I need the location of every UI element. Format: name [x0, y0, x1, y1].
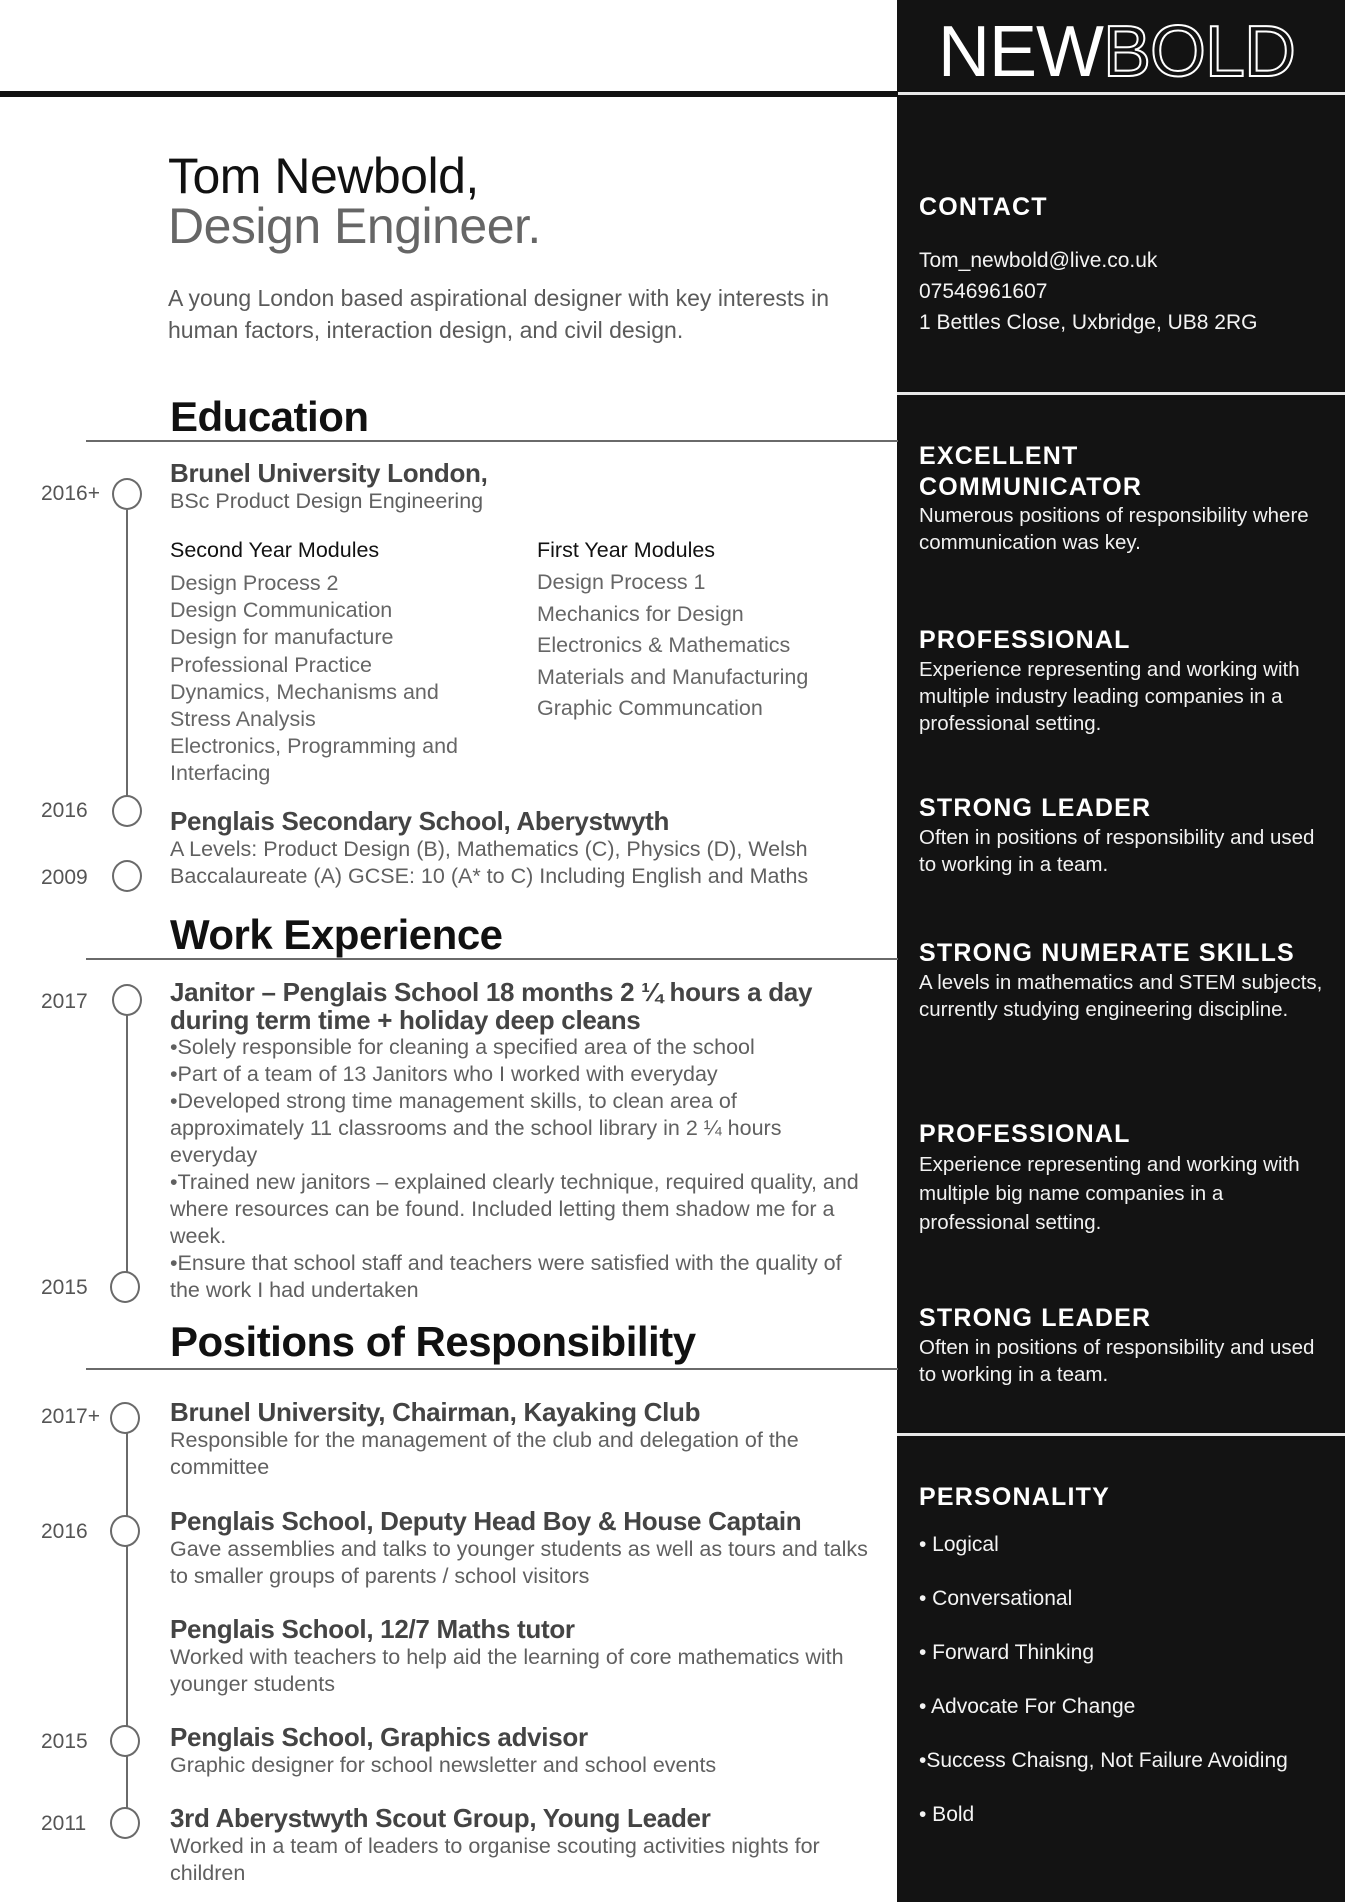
module-item: Stress Analysis	[170, 707, 316, 732]
position-details: Gave assemblies and talks to younger students as well as tours and talks to smaller groups of parents / school visitors	[170, 1537, 868, 1588]
personality-title: PERSONALITY	[919, 1483, 1110, 1511]
timeline-line	[126, 1430, 128, 1820]
position-heading: 3rd Aberystwyth Scout Group, Young Leader	[170, 1803, 711, 1833]
person-name: Tom Newbold,	[168, 148, 479, 204]
section-title-work: Work Experience	[170, 911, 503, 958]
personality-section	[919, 1482, 1329, 1855]
brand-logo-bold: BOLD	[1102, 12, 1296, 92]
sidebar-divider	[897, 1433, 1345, 1436]
section-title-positions: Positions of Responsibility	[170, 1318, 696, 1365]
strength-item	[919, 441, 1199, 503]
module-item: Electronics, Programming and	[170, 734, 458, 759]
section-title-education: Education	[170, 393, 369, 440]
timeline-year: 2016	[41, 799, 88, 822]
timeline-year: 2017+	[41, 1405, 100, 1428]
work-bullet: •Ensure that school staff and teachers were satisfied with the quality of the work I had undertaken	[170, 1251, 842, 1302]
module-item: Design Process 2	[170, 571, 339, 595]
strength-item	[919, 625, 1329, 737]
position-heading: Penglais School, Deputy Head Boy & House Captain	[170, 1506, 802, 1536]
education-degree: BSc Product Design Engineering	[170, 489, 484, 513]
work-bullet: •Part of a team of 13 Janitors who I worked with everyday	[170, 1062, 718, 1086]
education-institution: Brunel University London,	[170, 458, 488, 488]
timeline-year: 2017	[41, 990, 88, 1013]
strength-item	[919, 1119, 1329, 1237]
timeline-line	[126, 1010, 128, 1280]
timeline-node-icon	[110, 1402, 140, 1434]
module-item: Dynamics, Mechanisms and	[170, 679, 439, 704]
timeline-year: 2015	[41, 1730, 88, 1753]
education-details: A Levels: Product Design (B), Mathematics (C), Physics (D), Welsh Baccalaureate (A) GCSE: 10 (A* to C) Including English and Maths	[170, 837, 809, 888]
strength-item	[919, 502, 1329, 556]
modules-heading: First Year Modules	[537, 538, 716, 562]
strength-title: EXCELLENT COMMUNICATOR	[919, 442, 1143, 501]
timeline-line	[126, 510, 128, 810]
position-heading: Penglais School, 12/7 Maths tutor	[170, 1614, 575, 1644]
strength-text: Often in positions of responsibility and used to working in a team.	[919, 1336, 1315, 1386]
profile-summary: A young London based aspirational designer with key interests in human factors, interaction design, and civil design.	[168, 285, 830, 343]
strength-title: PROFESSIONAL	[919, 626, 1131, 654]
position-details: Responsible for the management of the club and delegation of the committee	[170, 1428, 799, 1479]
module-item: Design Communication	[170, 598, 393, 623]
timeline-year: 2009	[41, 866, 88, 889]
module-item: Professional Practice	[170, 652, 372, 677]
timeline-node-icon	[110, 1515, 140, 1547]
section-rule	[86, 958, 898, 960]
modules-list-first-year	[537, 567, 808, 725]
personality-trait: • Advocate For Change	[919, 1695, 1136, 1718]
strength-text: Often in positions of responsibility and used to working in a team.	[919, 826, 1315, 876]
work-bullet: •Developed strong time management skills, to clean area of approximately 11 classrooms and the school library in 2 ¼ hours everyday	[170, 1089, 782, 1167]
strength-item	[919, 793, 1329, 878]
contact-address: 1 Bettles Close, Uxbridge, UB8 2RG	[919, 311, 1258, 334]
personality-trait: • Forward Thinking	[919, 1641, 1095, 1664]
position-heading: Brunel University, Chairman, Kayaking Club	[170, 1397, 701, 1427]
timeline-node-icon	[112, 984, 142, 1016]
modules-heading: Second Year Modules	[170, 538, 380, 562]
contact-section	[919, 192, 1329, 338]
module-item: Materials and Manufacturing	[537, 664, 809, 689]
contact-title: CONTACT	[919, 193, 1048, 221]
sidebar-divider	[897, 392, 1345, 395]
contact-phone[interactable]: 07546961607	[919, 280, 1048, 303]
module-item: Mechanics for Design	[537, 601, 744, 626]
module-item: Graphic Communcation	[537, 696, 763, 720]
timeline-node-icon	[110, 1807, 140, 1839]
timeline-node-icon	[112, 795, 142, 827]
timeline-node-icon	[112, 478, 142, 510]
module-item: Interfacing	[170, 761, 271, 786]
modules-list-second-year	[170, 570, 458, 788]
work-bullets	[170, 1034, 890, 1304]
position-details: Graphic designer for school newsletter and school events	[170, 1753, 717, 1777]
strength-text: A levels in mathematics and STEM subjects, currently studying engineering discipline.	[919, 971, 1323, 1021]
timeline-node-icon	[112, 860, 142, 892]
section-rule	[86, 1368, 898, 1370]
personality-trait: • Conversational	[919, 1587, 1073, 1610]
personality-trait: •Success Chaisng, Not Failure Avoiding	[919, 1749, 1288, 1772]
module-item: Design for manufacture	[170, 625, 394, 650]
personality-trait: • Logical	[919, 1533, 999, 1556]
strength-item	[919, 938, 1329, 1023]
strength-title: STRONG LEADER	[919, 1304, 1152, 1332]
strength-text: Experience representing and working with multiple big name companies in a professional setting.	[919, 1153, 1300, 1234]
timeline-year: 2016	[41, 1520, 88, 1543]
strength-text: Experience representing and working with multiple industry leading companies in a professional setting.	[919, 658, 1300, 735]
timeline-year: 2011	[41, 1812, 87, 1835]
section-rule	[86, 440, 898, 442]
timeline-node-icon	[110, 1271, 140, 1303]
brand-logo-new: NEW	[938, 12, 1103, 92]
module-item: Electronics & Mathematics	[537, 633, 791, 657]
timeline-year: 2015	[41, 1276, 88, 1299]
strength-item	[919, 1303, 1329, 1388]
sidebar-divider	[897, 92, 1345, 95]
work-bullet: •Solely responsible for cleaning a specified area of the school	[170, 1035, 755, 1059]
contact-email[interactable]: Tom_newbold@live.co.uk	[919, 249, 1158, 272]
module-item: Design Process 1	[537, 570, 706, 594]
strength-title: STRONG LEADER	[919, 794, 1152, 822]
personality-trait: • Bold	[919, 1803, 975, 1826]
position-details: Worked in a team of leaders to organise scouting activities nights for children	[170, 1834, 820, 1885]
strength-title: STRONG NUMERATE SKILLS	[919, 939, 1295, 967]
work-heading: Janitor – Penglais School 18 months 2 ¼ hours a day during term time + holiday deep cleans	[170, 977, 813, 1035]
strength-title: PROFESSIONAL	[919, 1120, 1131, 1148]
position-heading: Penglais School, Graphics advisor	[170, 1722, 588, 1752]
person-role: Design Engineer.	[168, 198, 541, 254]
strength-text: Numerous positions of responsibility where communication was key.	[919, 504, 1309, 554]
education-institution: Penglais Secondary School, Aberystwyth	[170, 806, 670, 836]
position-details: Worked with teachers to help aid the learning of core mathematics with younger students	[170, 1645, 844, 1696]
header-rule	[0, 91, 898, 97]
timeline-year: 2016+	[41, 482, 100, 505]
brand-logo	[938, 12, 1295, 92]
timeline-node-icon	[110, 1725, 140, 1757]
work-bullet: •Trained new janitors – explained clearly technique, required quality, and where resources can be found. Included letting them shadow me for a week.	[170, 1170, 859, 1248]
